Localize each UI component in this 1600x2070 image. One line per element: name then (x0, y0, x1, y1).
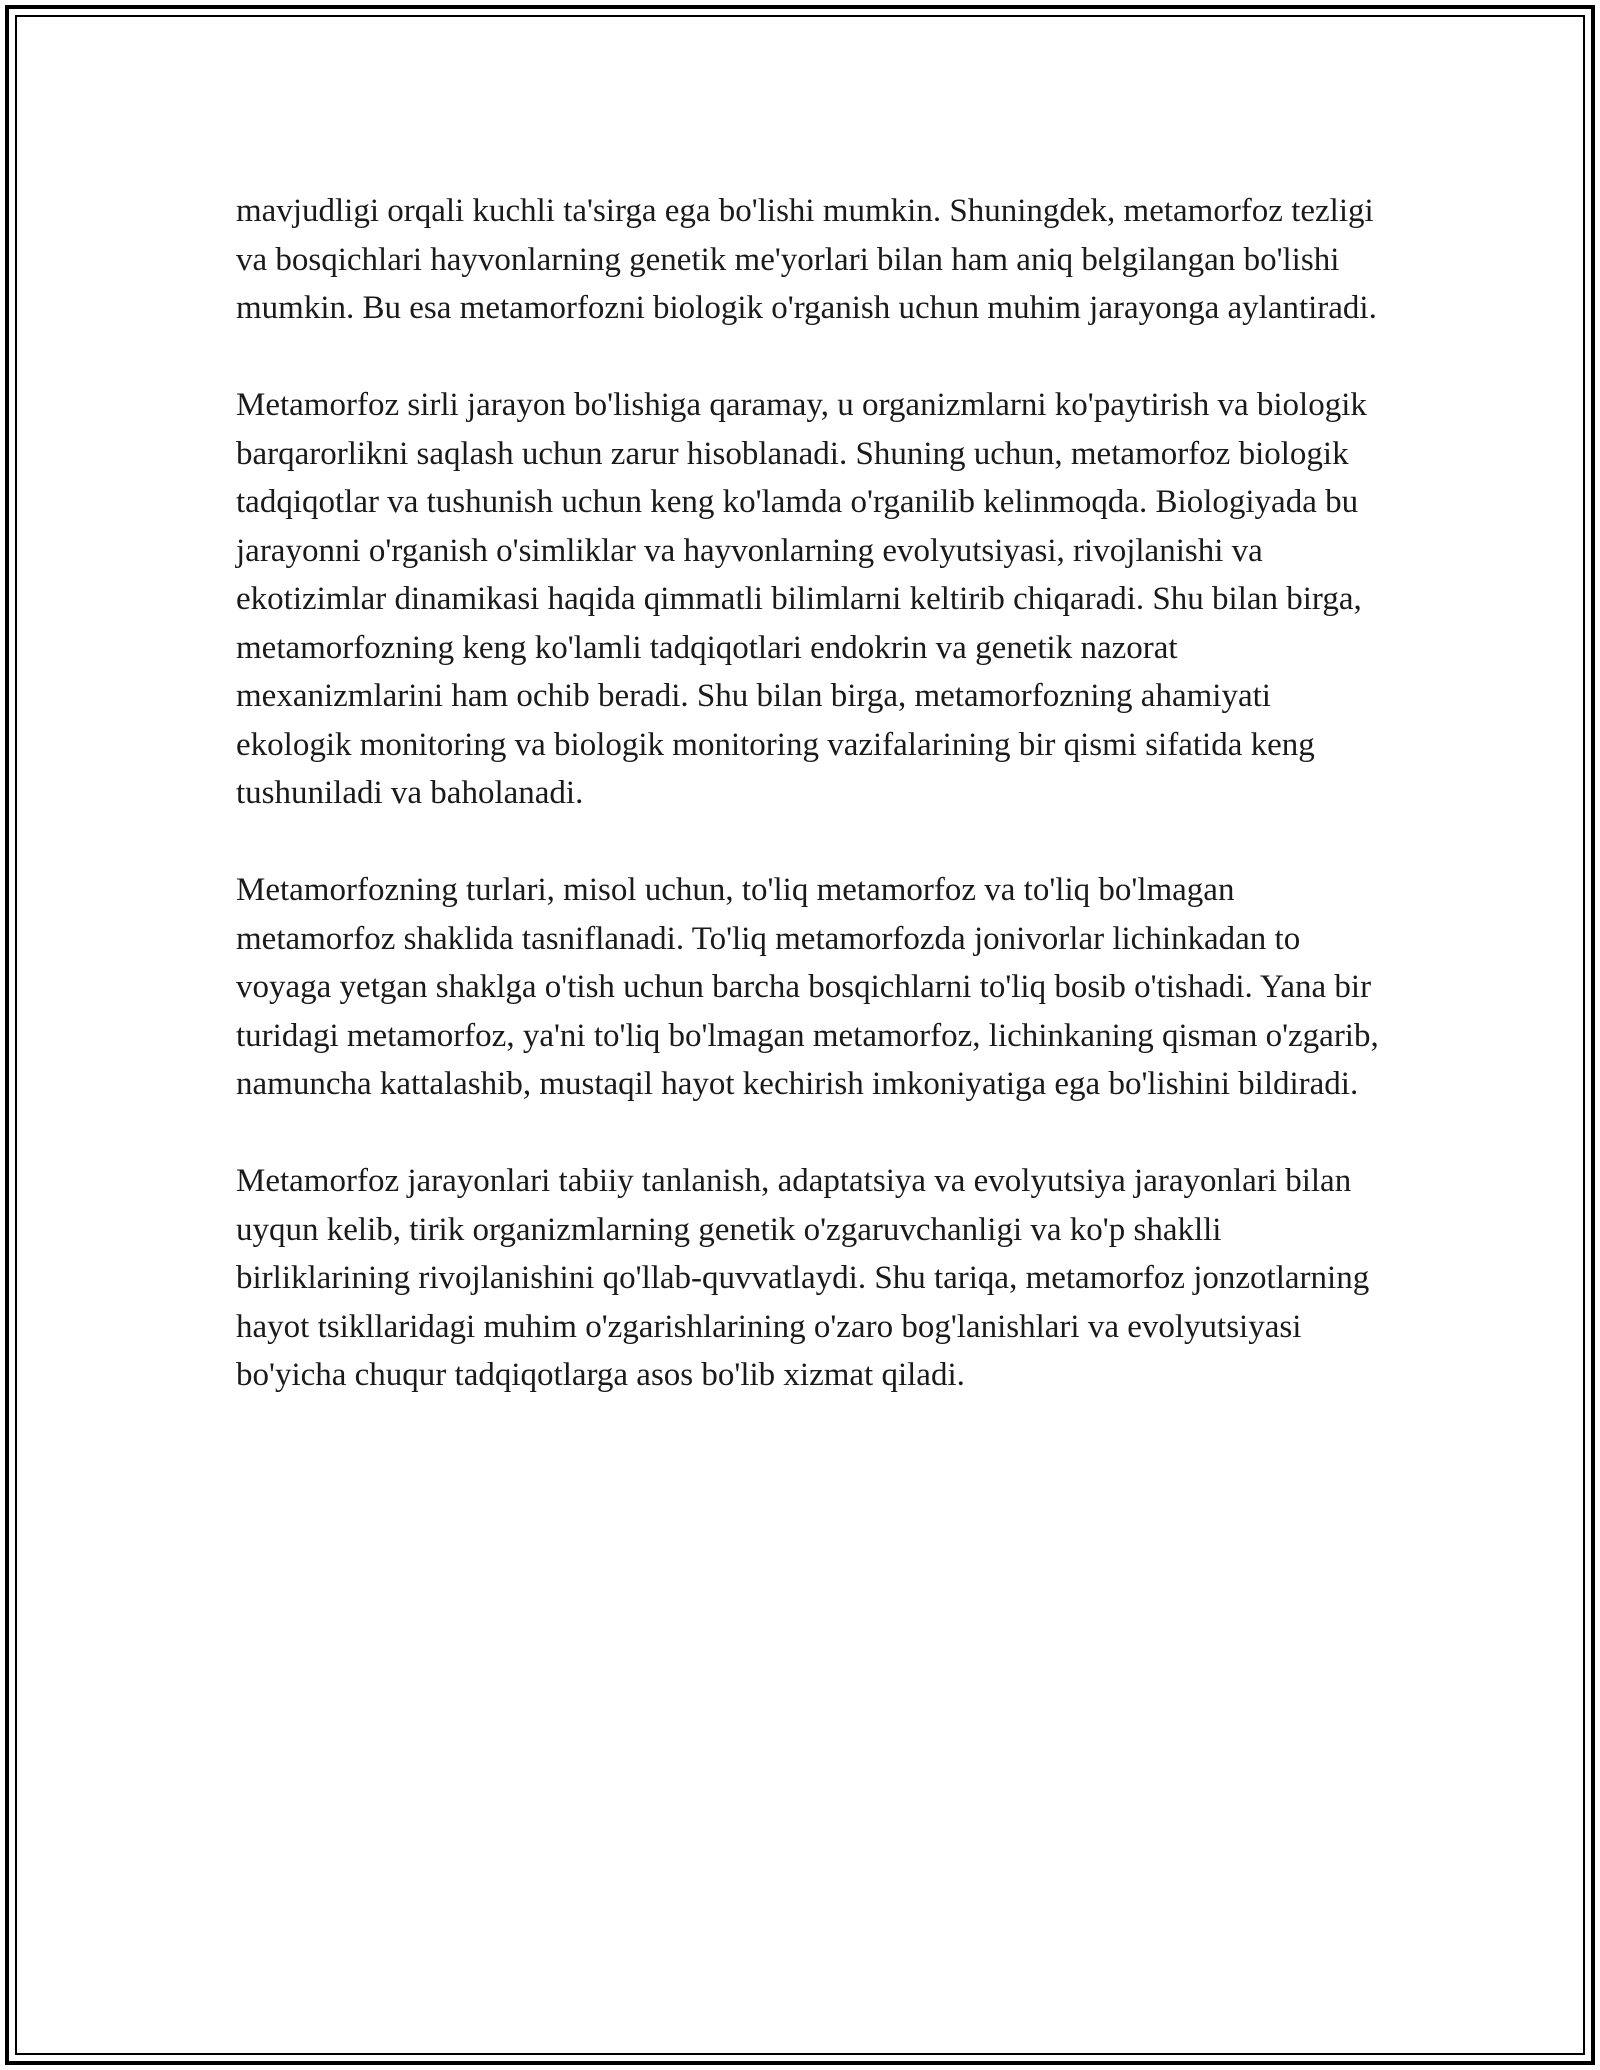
document-body (236, 187, 1386, 1448)
paragraph-1: mavjudligi orqali kuchli ta'sirga ega bo'lishi mumkin. Shuningdek, metamorfoz tezligi va bosqichlari hayvonlarning genetik me'yorlari bilan ham aniq belgilangan bo'lishi mumkin. Bu esa metamorfozni biologik o'rganish uchun muhim jarayonga aylantiradi. (236, 193, 1377, 326)
paragraph-2: Metamorfoz sirli jarayon bo'lishiga qaramay, u organizmlarni ko'paytirish va biologik barqarorlikni saqlash uchun zarur hisoblanadi. Shuning uchun, metamorfoz biologik tadqiqotlar va tushunish uchun keng ko'lamda o'rganilib kelinmoqda. Biologiyada bu jarayonni o'rganish o'simliklar va hayvonlarning evolyutsiyasi, rivojlanishi va ekotizimlar dinamikasi haqida qimmatli bilimlarni keltirib chiqaradi. Shu bilan birga, metamorfozning keng ko'lamli tadqiqotlari endokrin va genetik nazorat mexanizmlarini ham ochib beradi. Shu bilan birga, metamorfozning ahamiyati ekologik monitoring va biologik monitoring vazifalarining bir qismi sifatida keng tushuniladi va baholanadi. (236, 387, 1367, 811)
paragraph-4: Metamorfoz jarayonlari tabiiy tanlanish, adaptatsiya va evolyutsiya jarayonlari bilan uyqun kelib, tirik organizmlarning genetik o'zgaruvchanligi va ko'p shaklli birliklarining rivojlanishini qo'llab-quvvatlaydi. Shu tariqa, metamorfoz jonzotlarning hayot tsikllaridagi muhim o'zgarishlarining o'zaro bog'lanishlari va evolyutsiyasi bo'yicha chuqur tadqiqotlarga asos bo'lib xizmat qiladi. (236, 1163, 1370, 1393)
paragraph-3: Metamorfozning turlari, misol uchun, to'liq metamorfoz va to'liq bo'lmagan metamorfoz shaklida tasniflanadi. To'liq metamorfozda jonivorlar lichinkadan to voyaga yetgan shaklga o'tish uchun barcha bosqichlarni to'liq bosib o'tishadi. Yana bir turidagi metamorfoz, ya'ni to'liq bo'lmagan metamorfoz, lichinkaning qisman o'zgarib, namuncha kattalashib, mustaqil hayot kechirish imkoniyatiga ega bo'lishini bildiradi. (236, 872, 1379, 1102)
